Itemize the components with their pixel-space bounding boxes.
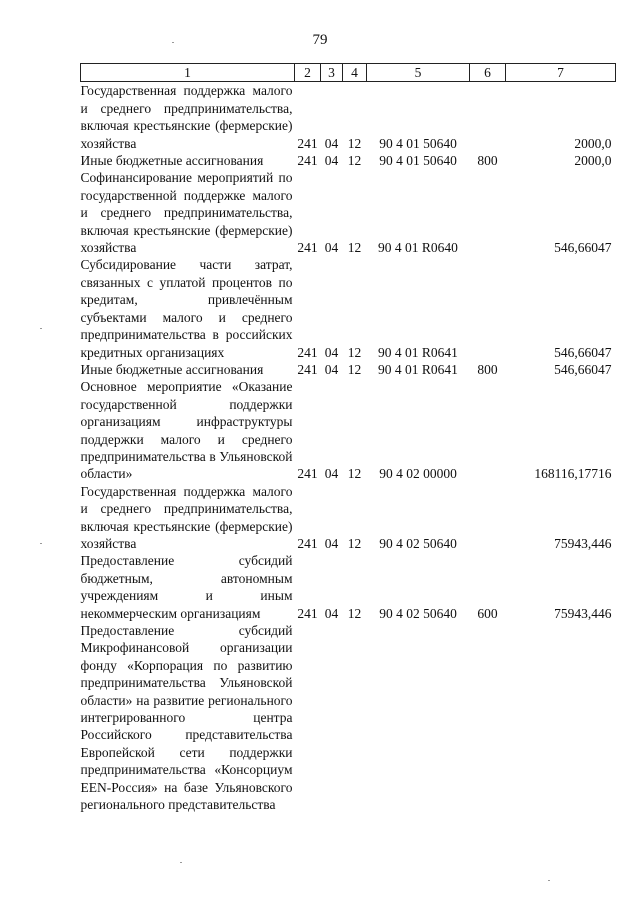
row-target-article: 90 4 02 50640 xyxy=(379,535,457,551)
row-section: 04 xyxy=(324,466,339,482)
header-col-6: 6 xyxy=(470,64,506,82)
row-section: 04 xyxy=(324,535,339,551)
row-expense-type xyxy=(470,169,506,256)
row-target-article: 90 4 01 50640 xyxy=(379,153,457,169)
table-row xyxy=(81,361,616,378)
row-expense-type: 800 xyxy=(477,153,498,169)
row-subsection: 12 xyxy=(347,135,362,151)
row-amount: 546,66047 xyxy=(554,344,612,360)
row-target-article: 90 4 01 R0640 xyxy=(378,240,458,256)
row-expense-type xyxy=(470,256,506,360)
row-target-article: 90 4 02 00000 xyxy=(379,466,457,482)
header-col-5: 5 xyxy=(367,64,470,82)
row-amount xyxy=(506,622,616,813)
scan-speck xyxy=(180,862,182,863)
budget-table xyxy=(80,63,616,813)
row-amount: 546,66047 xyxy=(554,240,612,256)
row-name: Предоставление субсидий бюджетным, автономным учреждениям и иным некоммерческим организациям xyxy=(80,553,293,621)
row-subsection: 12 xyxy=(347,605,362,621)
table-row xyxy=(81,256,616,360)
row-ministry-code: 241 xyxy=(297,344,318,360)
row-target-article xyxy=(367,622,470,813)
table-row xyxy=(81,552,616,622)
row-section: 04 xyxy=(324,240,339,256)
row-subsection: 12 xyxy=(347,466,362,482)
row-ministry-code xyxy=(295,622,321,813)
row-subsection: 12 xyxy=(347,153,362,169)
table-row xyxy=(81,169,616,256)
table-row xyxy=(81,483,616,553)
row-ministry-code: 241 xyxy=(297,361,318,377)
page-number: 79 xyxy=(312,32,328,48)
row-subsection xyxy=(343,622,367,813)
row-target-article: 90 4 02 50640 xyxy=(379,605,457,621)
row-name: Иные бюджетные ассигнования xyxy=(80,361,264,377)
row-subsection: 12 xyxy=(347,240,362,256)
row-subsection: 12 xyxy=(347,344,362,360)
scan-speck xyxy=(40,543,42,544)
table-row xyxy=(81,82,616,152)
row-expense-type xyxy=(470,82,506,152)
row-ministry-code: 241 xyxy=(297,240,318,256)
header-col-4: 4 xyxy=(343,64,367,82)
row-expense-type: 800 xyxy=(477,361,498,377)
row-ministry-code: 241 xyxy=(297,153,318,169)
header-col-2: 2 xyxy=(295,64,321,82)
row-name: Основное мероприятие «Оказание государственной поддержки организациям инфраструктуры поддержки малого и среднего предпринимательства в Ульяновской области» xyxy=(80,379,293,482)
row-target-article: 90 4 01 50640 xyxy=(379,135,457,151)
row-amount: 168116,17716 xyxy=(534,466,612,482)
scan-speck xyxy=(548,880,550,881)
row-amount: 546,66047 xyxy=(554,361,612,377)
header-col-3: 3 xyxy=(321,64,343,82)
header-col-1: 1 xyxy=(81,64,295,82)
row-ministry-code: 241 xyxy=(297,135,318,151)
row-amount: 2000,0 xyxy=(574,135,612,151)
row-name: Субсидирование части затрат, связанных с уплатой процентов по кредитам, привлечённым субъектами малого и среднего предпринимательства в российских кредитных организациях xyxy=(80,257,293,360)
row-name: Иные бюджетные ассигнования xyxy=(80,153,264,169)
table-row xyxy=(81,152,616,169)
header-col-7: 7 xyxy=(506,64,616,82)
row-amount: 75943,446 xyxy=(554,535,612,551)
row-section: 04 xyxy=(324,361,339,377)
row-ministry-code: 241 xyxy=(297,535,318,551)
row-section xyxy=(321,622,343,813)
row-subsection: 12 xyxy=(347,535,362,551)
row-expense-type: 600 xyxy=(477,605,498,621)
row-section: 04 xyxy=(324,344,339,360)
row-target-article: 90 4 01 R0641 xyxy=(378,344,458,360)
row-name: Государственная поддержка малого и среднего предпринимательства, включая крестьянские (фермерские) хозяйства xyxy=(80,483,293,551)
row-ministry-code: 241 xyxy=(297,466,318,482)
row-section: 04 xyxy=(324,135,339,151)
row-amount: 75943,446 xyxy=(554,605,612,621)
table-header-row xyxy=(81,64,616,82)
row-expense-type xyxy=(470,378,506,482)
row-name: Предоставление субсидий Микрофинансовой организации фонду «Корпорация по развитию предпринимательства Ульяновской области» на развитие регионального интегрированного центра Российского представительства Европейской сети поддержки предпринимательства «Консорциум EEN-Россия» на базе Ульяновского регионального представительства xyxy=(80,623,293,813)
table-row xyxy=(81,622,616,813)
row-expense-type xyxy=(470,483,506,553)
row-name: Государственная поддержка малого и среднего предпринимательства, включая крестьянские (фермерские) хозяйства xyxy=(80,83,293,151)
row-amount: 2000,0 xyxy=(574,153,612,169)
row-ministry-code: 241 xyxy=(297,605,318,621)
row-expense-type xyxy=(470,622,506,813)
row-subsection: 12 xyxy=(347,361,362,377)
row-name: Софинансирование мероприятий по государственной поддержке малого и среднего предпринимательства, включая крестьянские (фермерские) хозяйства xyxy=(80,170,293,256)
row-section: 04 xyxy=(324,153,339,169)
row-section: 04 xyxy=(324,605,339,621)
row-target-article: 90 4 01 R0641 xyxy=(378,361,458,377)
scan-speck xyxy=(172,42,174,43)
scan-speck xyxy=(40,328,42,329)
table-row xyxy=(81,378,616,482)
